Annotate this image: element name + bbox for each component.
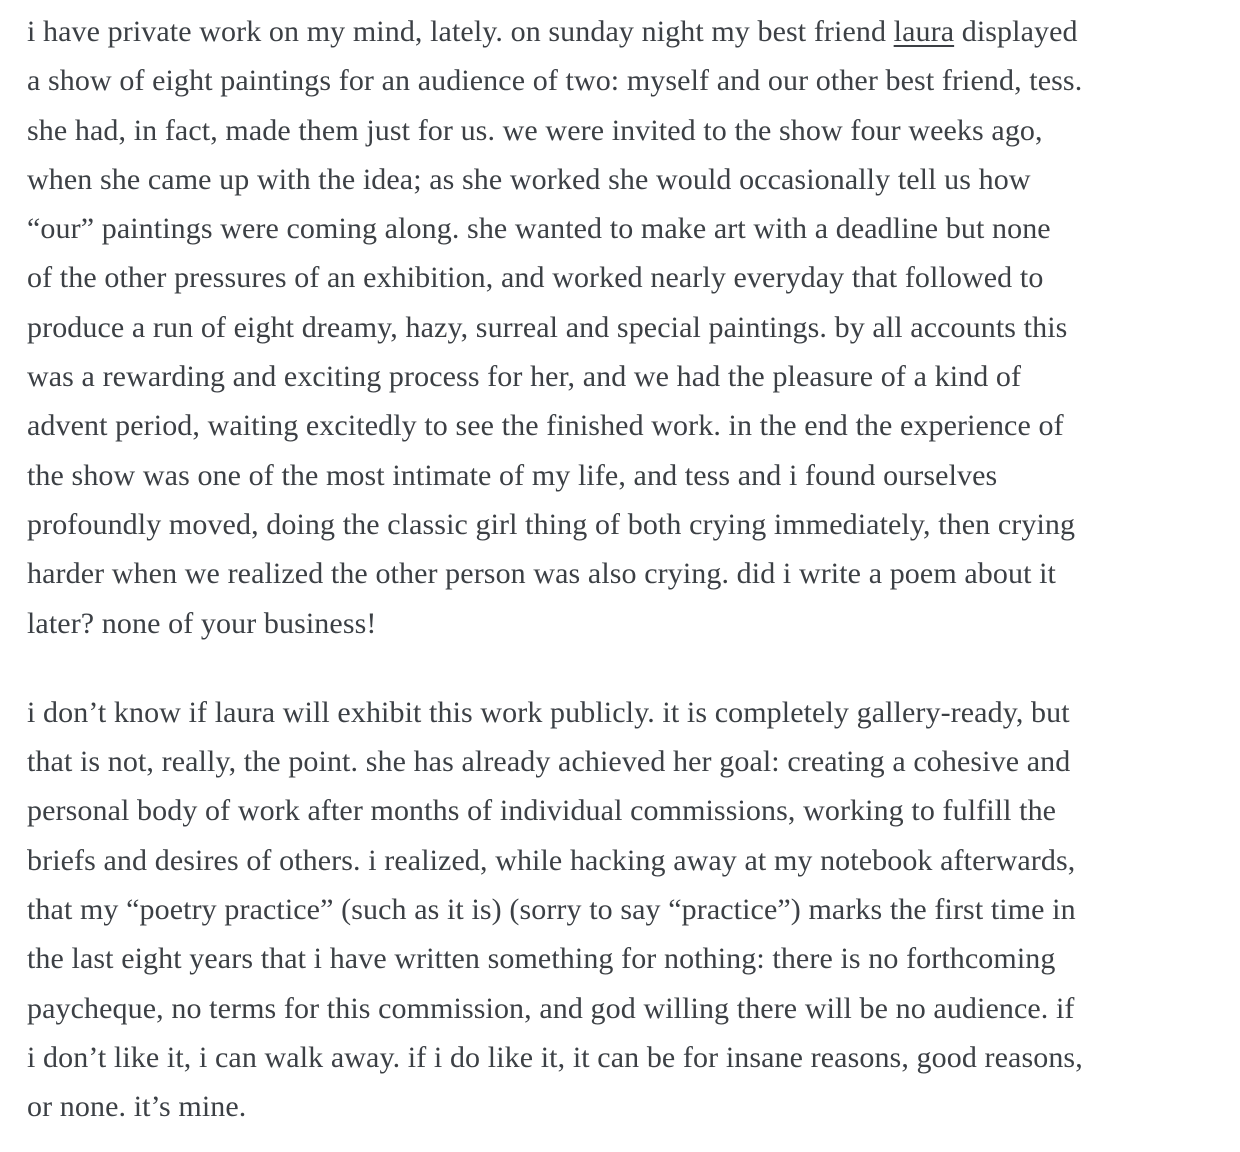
text-segment: or none. it’s mine. — [27, 1090, 247, 1124]
laura-link[interactable]: laura — [893, 15, 955, 48]
text-line — [27, 204, 1216, 253]
paragraph-2 — [27, 688, 1216, 1132]
text-segment: paycheque, no terms for this commission, and god willing there will be no audience. if — [27, 991, 1075, 1025]
text-segment: produce a run of eight dreamy, hazy, surreal and special paintings. by all accounts this — [27, 310, 1068, 344]
text-line — [27, 549, 1216, 598]
text-segment: that is not, really, the point. she has already achieved her goal: creating a cohesive and — [27, 745, 1071, 779]
text-segment: “our” paintings were coming along. she wanted to make art with a deadline but none — [27, 212, 1051, 246]
text-line — [27, 786, 1216, 835]
text-line — [27, 934, 1216, 983]
text-segment: that my “poetry practice” (such as it is) (sorry to say “practice”) marks the first time in — [27, 893, 1076, 927]
text-line — [27, 500, 1216, 549]
text-segment: of the other pressures of an exhibition, and worked nearly everyday that followed to — [27, 261, 1044, 295]
text-segment: briefs and desires of others. i realized, while hacking away at my notebook afterwards, — [27, 843, 1076, 877]
text-segment: i don’t like it, i can walk away. if i do like it, it can be for insane reasons, good reasons, — [27, 1040, 1083, 1074]
text-line — [27, 106, 1216, 155]
text-line — [27, 984, 1216, 1033]
text-segment: when she came up with the idea; as she worked she would occasionally tell us how — [27, 162, 1031, 196]
text-segment: i don’t know if laura will exhibit this work publicly. it is completely gallery-ready, but — [27, 695, 1070, 729]
text-line — [27, 155, 1216, 204]
text-segment: advent period, waiting excitedly to see the finished work. in the end the experience of — [27, 409, 1064, 443]
text-segment: harder when we realized the other person was also crying. did i write a poem about it — [27, 557, 1056, 591]
text-segment: later? none of your business! — [27, 606, 377, 640]
text-line — [27, 7, 1216, 56]
text-segment: the show was one of the most intimate of my life, and tess and i found ourselves — [27, 458, 998, 492]
text-line — [27, 451, 1216, 500]
text-line — [27, 1033, 1216, 1082]
text-line — [27, 253, 1216, 302]
text-line — [27, 737, 1216, 786]
text-line — [27, 1082, 1216, 1131]
text-line — [27, 56, 1216, 105]
text-line — [27, 401, 1216, 450]
text-line — [27, 836, 1216, 885]
text-line — [27, 303, 1216, 352]
text-line — [27, 599, 1216, 648]
text-segment: a show of eight paintings for an audience of two: myself and our other best friend, tess. — [27, 64, 1083, 98]
text-line — [27, 688, 1216, 737]
text-line — [27, 352, 1216, 401]
paragraph-1 — [27, 7, 1216, 648]
text-segment: i have private work on my mind, lately. on sunday night my best friend — [27, 15, 894, 48]
text-segment: profoundly moved, doing the classic girl thing of both crying immediately, then crying — [27, 507, 1076, 541]
text-line — [27, 885, 1216, 934]
text-segment: displayed — [954, 15, 1078, 48]
text-segment: she had, in fact, made them just for us. we were invited to the show four weeks ago, — [27, 113, 1043, 147]
text-segment: the last eight years that i have written something for nothing: there is no forthcoming — [27, 942, 1056, 976]
text-segment: personal body of work after months of individual commissions, working to fulfill the — [27, 794, 1057, 828]
text-segment: was a rewarding and exciting process for her, and we had the pleasure of a kind of — [27, 360, 1022, 394]
